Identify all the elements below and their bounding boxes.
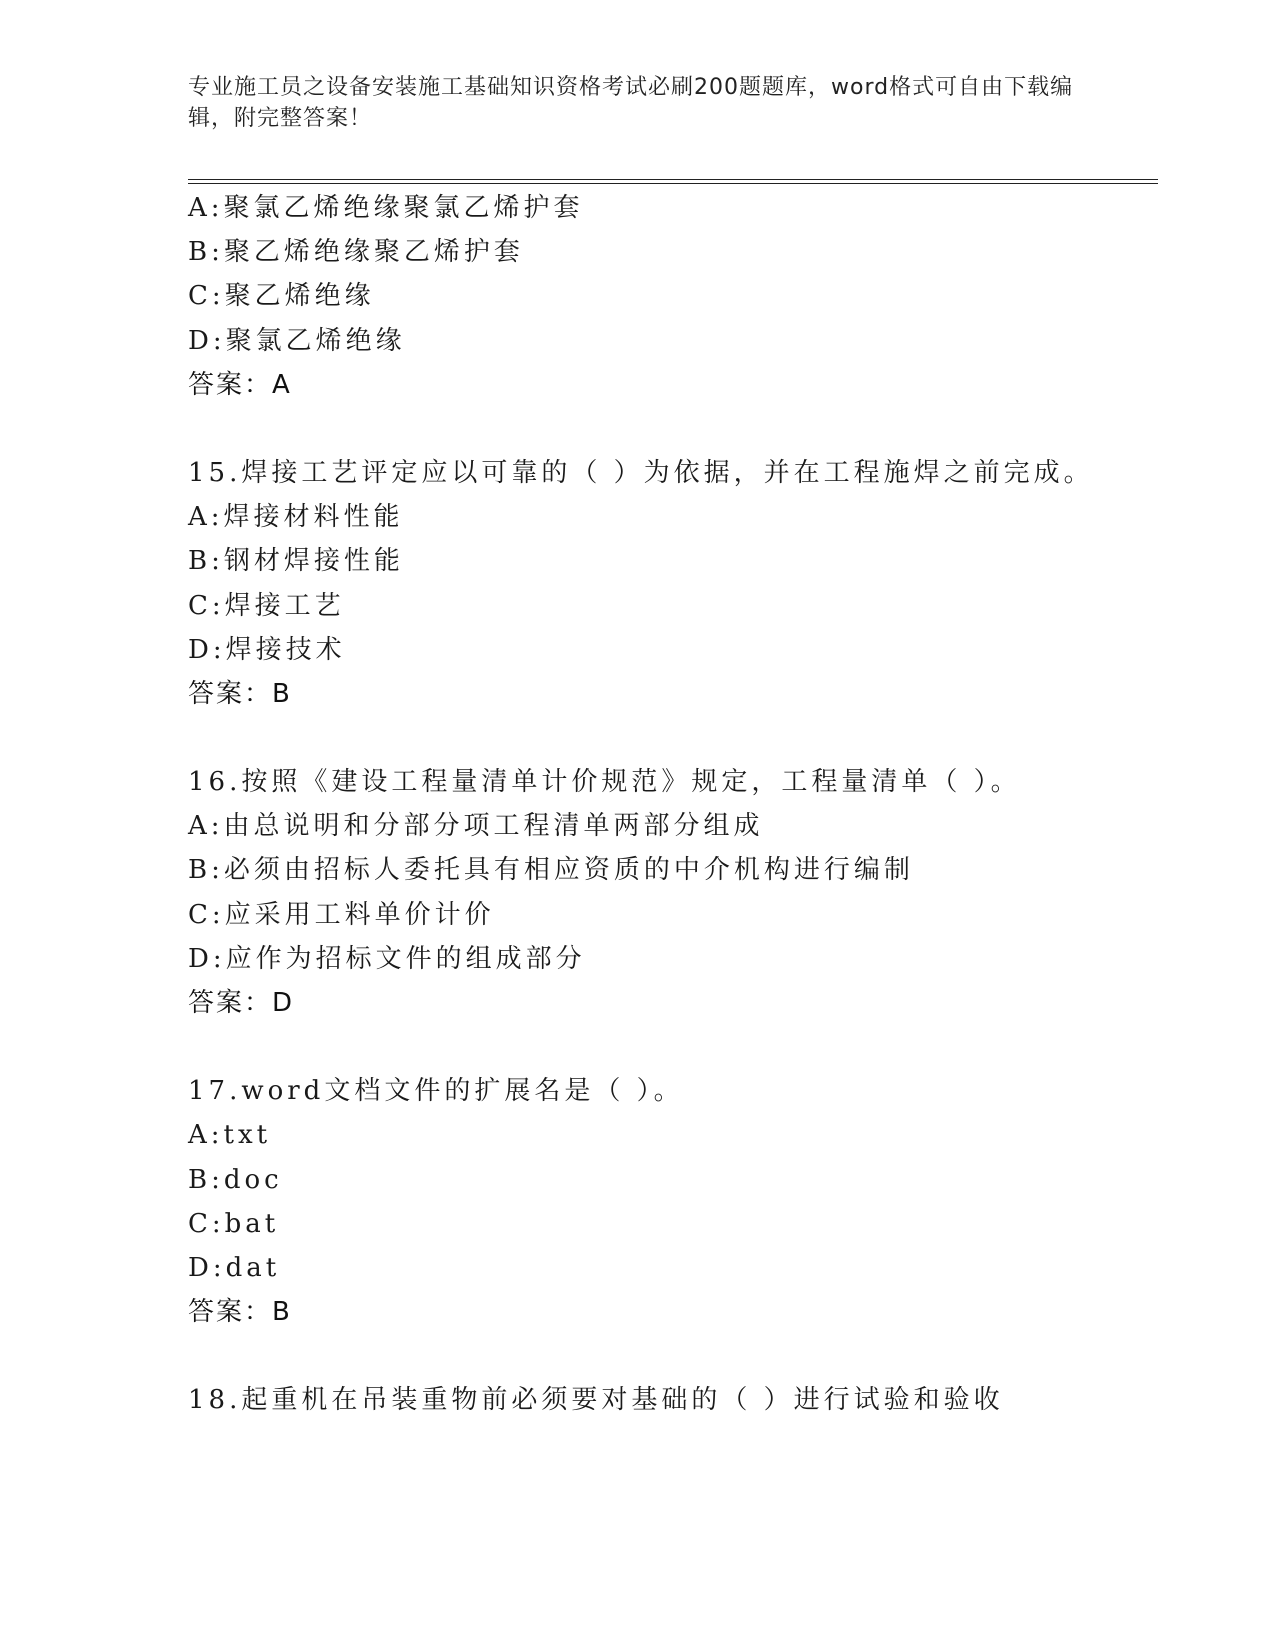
- q17-question: 17.word文档文件的扩展名是（ ）。: [188, 1076, 684, 1106]
- q16-question: 16.按照《建设工程量清单计价规范》规定，工程量清单（ ）。: [188, 767, 1021, 797]
- q16-option-c: C:应采用工料单价计价: [188, 900, 495, 930]
- q14-answer: 答案：A: [188, 370, 292, 400]
- q14-option-a: A:聚氯乙烯绝缘聚氯乙烯护套: [188, 193, 584, 223]
- q15-option-a: A:焊接材料性能: [188, 502, 404, 532]
- q16-option-b: B:必须由招标人委托具有相应资质的中介机构进行编制: [188, 855, 914, 885]
- q16-answer: 答案：D: [188, 988, 295, 1018]
- q17-option-c: C:bat: [188, 1209, 280, 1239]
- q17-answer: 答案：B: [188, 1297, 292, 1327]
- q15-option-c: C:焊接工艺: [188, 591, 345, 621]
- document-header-title: 专业施工员之设备安装施工基础知识资格考试必刷200题题库，word格式可自由下载编辑，附完整答案！: [188, 75, 1074, 131]
- q15-option-d: D:焊接技术: [188, 635, 346, 665]
- q14-option-d: D:聚氯乙烯绝缘: [188, 326, 406, 356]
- q18-question: 18.起重机在吊装重物前必须要对基础的（ ）进行试验和验收: [188, 1385, 1004, 1415]
- q15-question: 15.焊接工艺评定应以可靠的（ ）为依据，并在工程施焊之前完成。: [188, 458, 1094, 488]
- header-divider-top: [188, 179, 1158, 180]
- q16-option-d: D:应作为招标文件的组成部分: [188, 944, 586, 974]
- q17-option-d: D:dat: [188, 1253, 281, 1283]
- q14-option-b: B:聚乙烯绝缘聚乙烯护套: [188, 237, 524, 267]
- q17-option-a: A:txt: [188, 1120, 272, 1150]
- q15-option-b: B:钢材焊接性能: [188, 546, 404, 576]
- q14-option-c: C:聚乙烯绝缘: [188, 281, 375, 311]
- q16-option-a: A:由总说明和分部分项工程清单两部分组成: [188, 811, 764, 841]
- q15-answer: 答案：B: [188, 679, 292, 709]
- q17-option-b: B:doc: [188, 1165, 283, 1195]
- header-divider-bottom: [188, 183, 1158, 184]
